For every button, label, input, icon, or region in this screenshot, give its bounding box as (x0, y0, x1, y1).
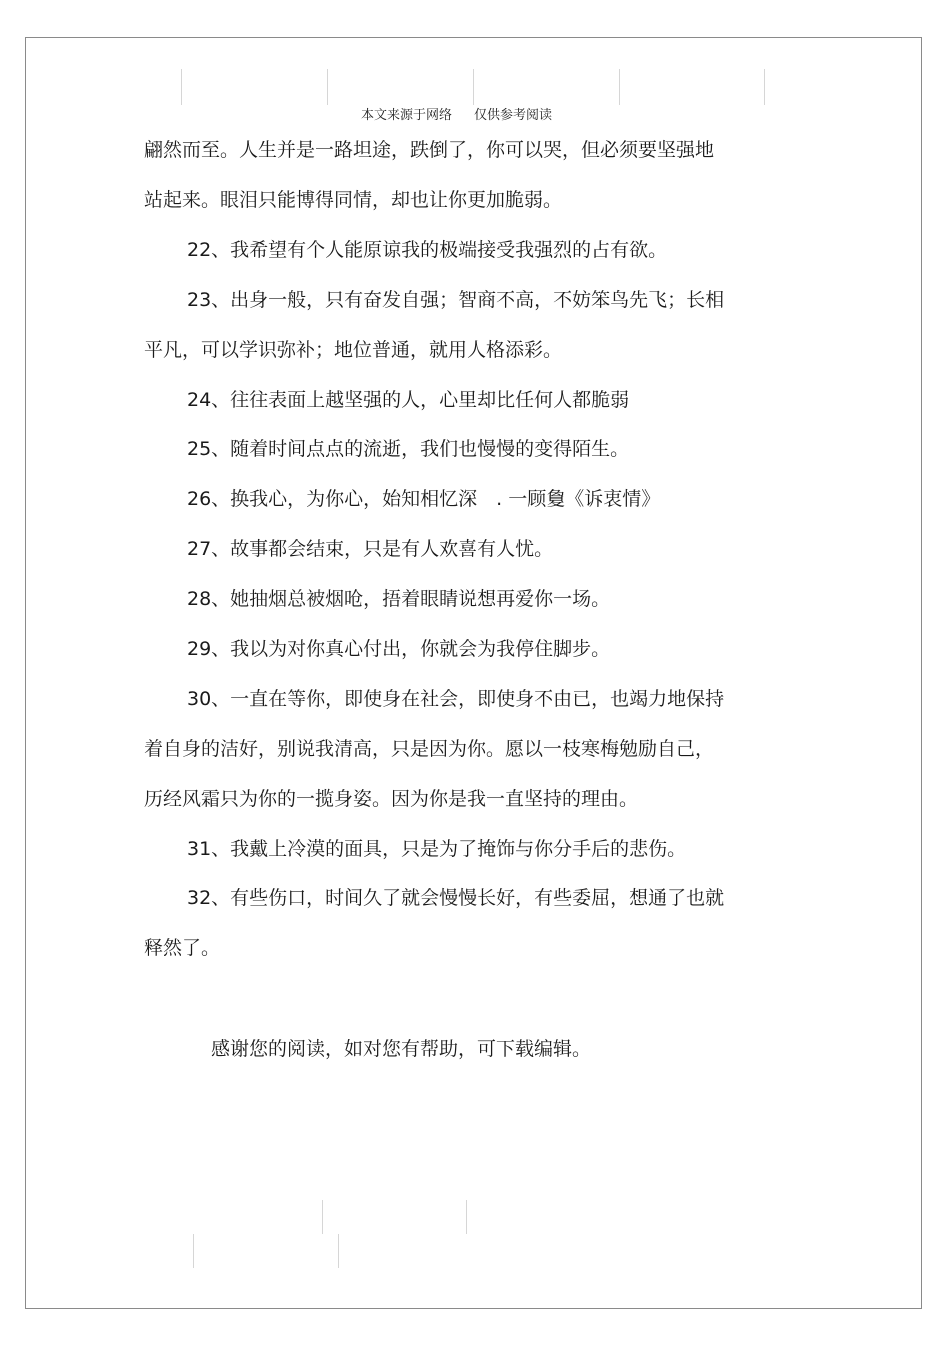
body-line: 27、故事都会结束，只是有人欢喜有人忧。 (187, 538, 554, 560)
body-line: 32、有些伤口，时间久了就会慢慢长好，有些委屈，想通了也就 (187, 887, 725, 909)
body-line: 站起来。眼泪只能博得同情，却也让你更加脆弱。 (144, 189, 563, 211)
header-divider-line (181, 69, 182, 105)
body-line: 24、往往表面上越坚强的人，心里却比任何人都脆弱 (187, 389, 630, 411)
body-line: 25、随着时间点点的流逝，我们也慢慢的变得陌生。 (187, 438, 630, 460)
header-divider-line (473, 69, 474, 105)
header-source: 本文来源于网络 (361, 108, 453, 123)
footer-divider-line (466, 1200, 467, 1234)
body-line: 23、出身一般，只有奋发自强；智商不高，不妨笨鸟先飞；长相 (187, 289, 725, 311)
body-line: 28、她抽烟总被烟呛，捂着眼睛说想再爱你一场。 (187, 588, 611, 610)
footer-divider-line (338, 1234, 339, 1268)
body-line: 29、我以为对你真心付出，你就会为我停住脚步。 (187, 638, 611, 660)
header-divider-line (619, 69, 620, 105)
body-line: 22、我希望有个人能原谅我的极端接受我强烈的占有欲。 (187, 239, 668, 261)
body-line: 翩然而至。人生并是一路坦途，跌倒了，你可以哭，但必须要坚强地 (144, 139, 715, 161)
body-line: 26、换我心，为你心，始知相忆深 . 一顾敻《诉衷情》 (187, 488, 661, 510)
body-line: 释然了。 (144, 937, 221, 959)
footer-divider-line (322, 1200, 323, 1234)
page-border (25, 37, 922, 1309)
header-divider-line (327, 69, 328, 105)
body-line: 31、我戴上冷漠的面具，只是为了掩饰与你分手后的悲伤。 (187, 838, 687, 860)
body-line: 着自身的洁好，别说我清高，只是因为你。愿以一枝寒梅勉励自己， (144, 738, 715, 760)
thanks-note: 感谢您的阅读，如对您有帮助，可下载编辑。 (211, 1038, 592, 1060)
body-line: 历经风霜只为你的一揽身姿。因为你是我一直坚持的理由。 (144, 788, 639, 810)
body-line: 平凡，可以学识弥补；地位普通，就用人格添彩。 (144, 339, 563, 361)
footer-divider-line (193, 1234, 194, 1268)
body-line: 30、一直在等你，即使身在社会，即使身不由已，也竭力地保持 (187, 688, 725, 710)
page-header (361, 104, 552, 123)
header-note: 仅供参考阅读 (474, 108, 553, 123)
header-divider-line (764, 69, 765, 105)
